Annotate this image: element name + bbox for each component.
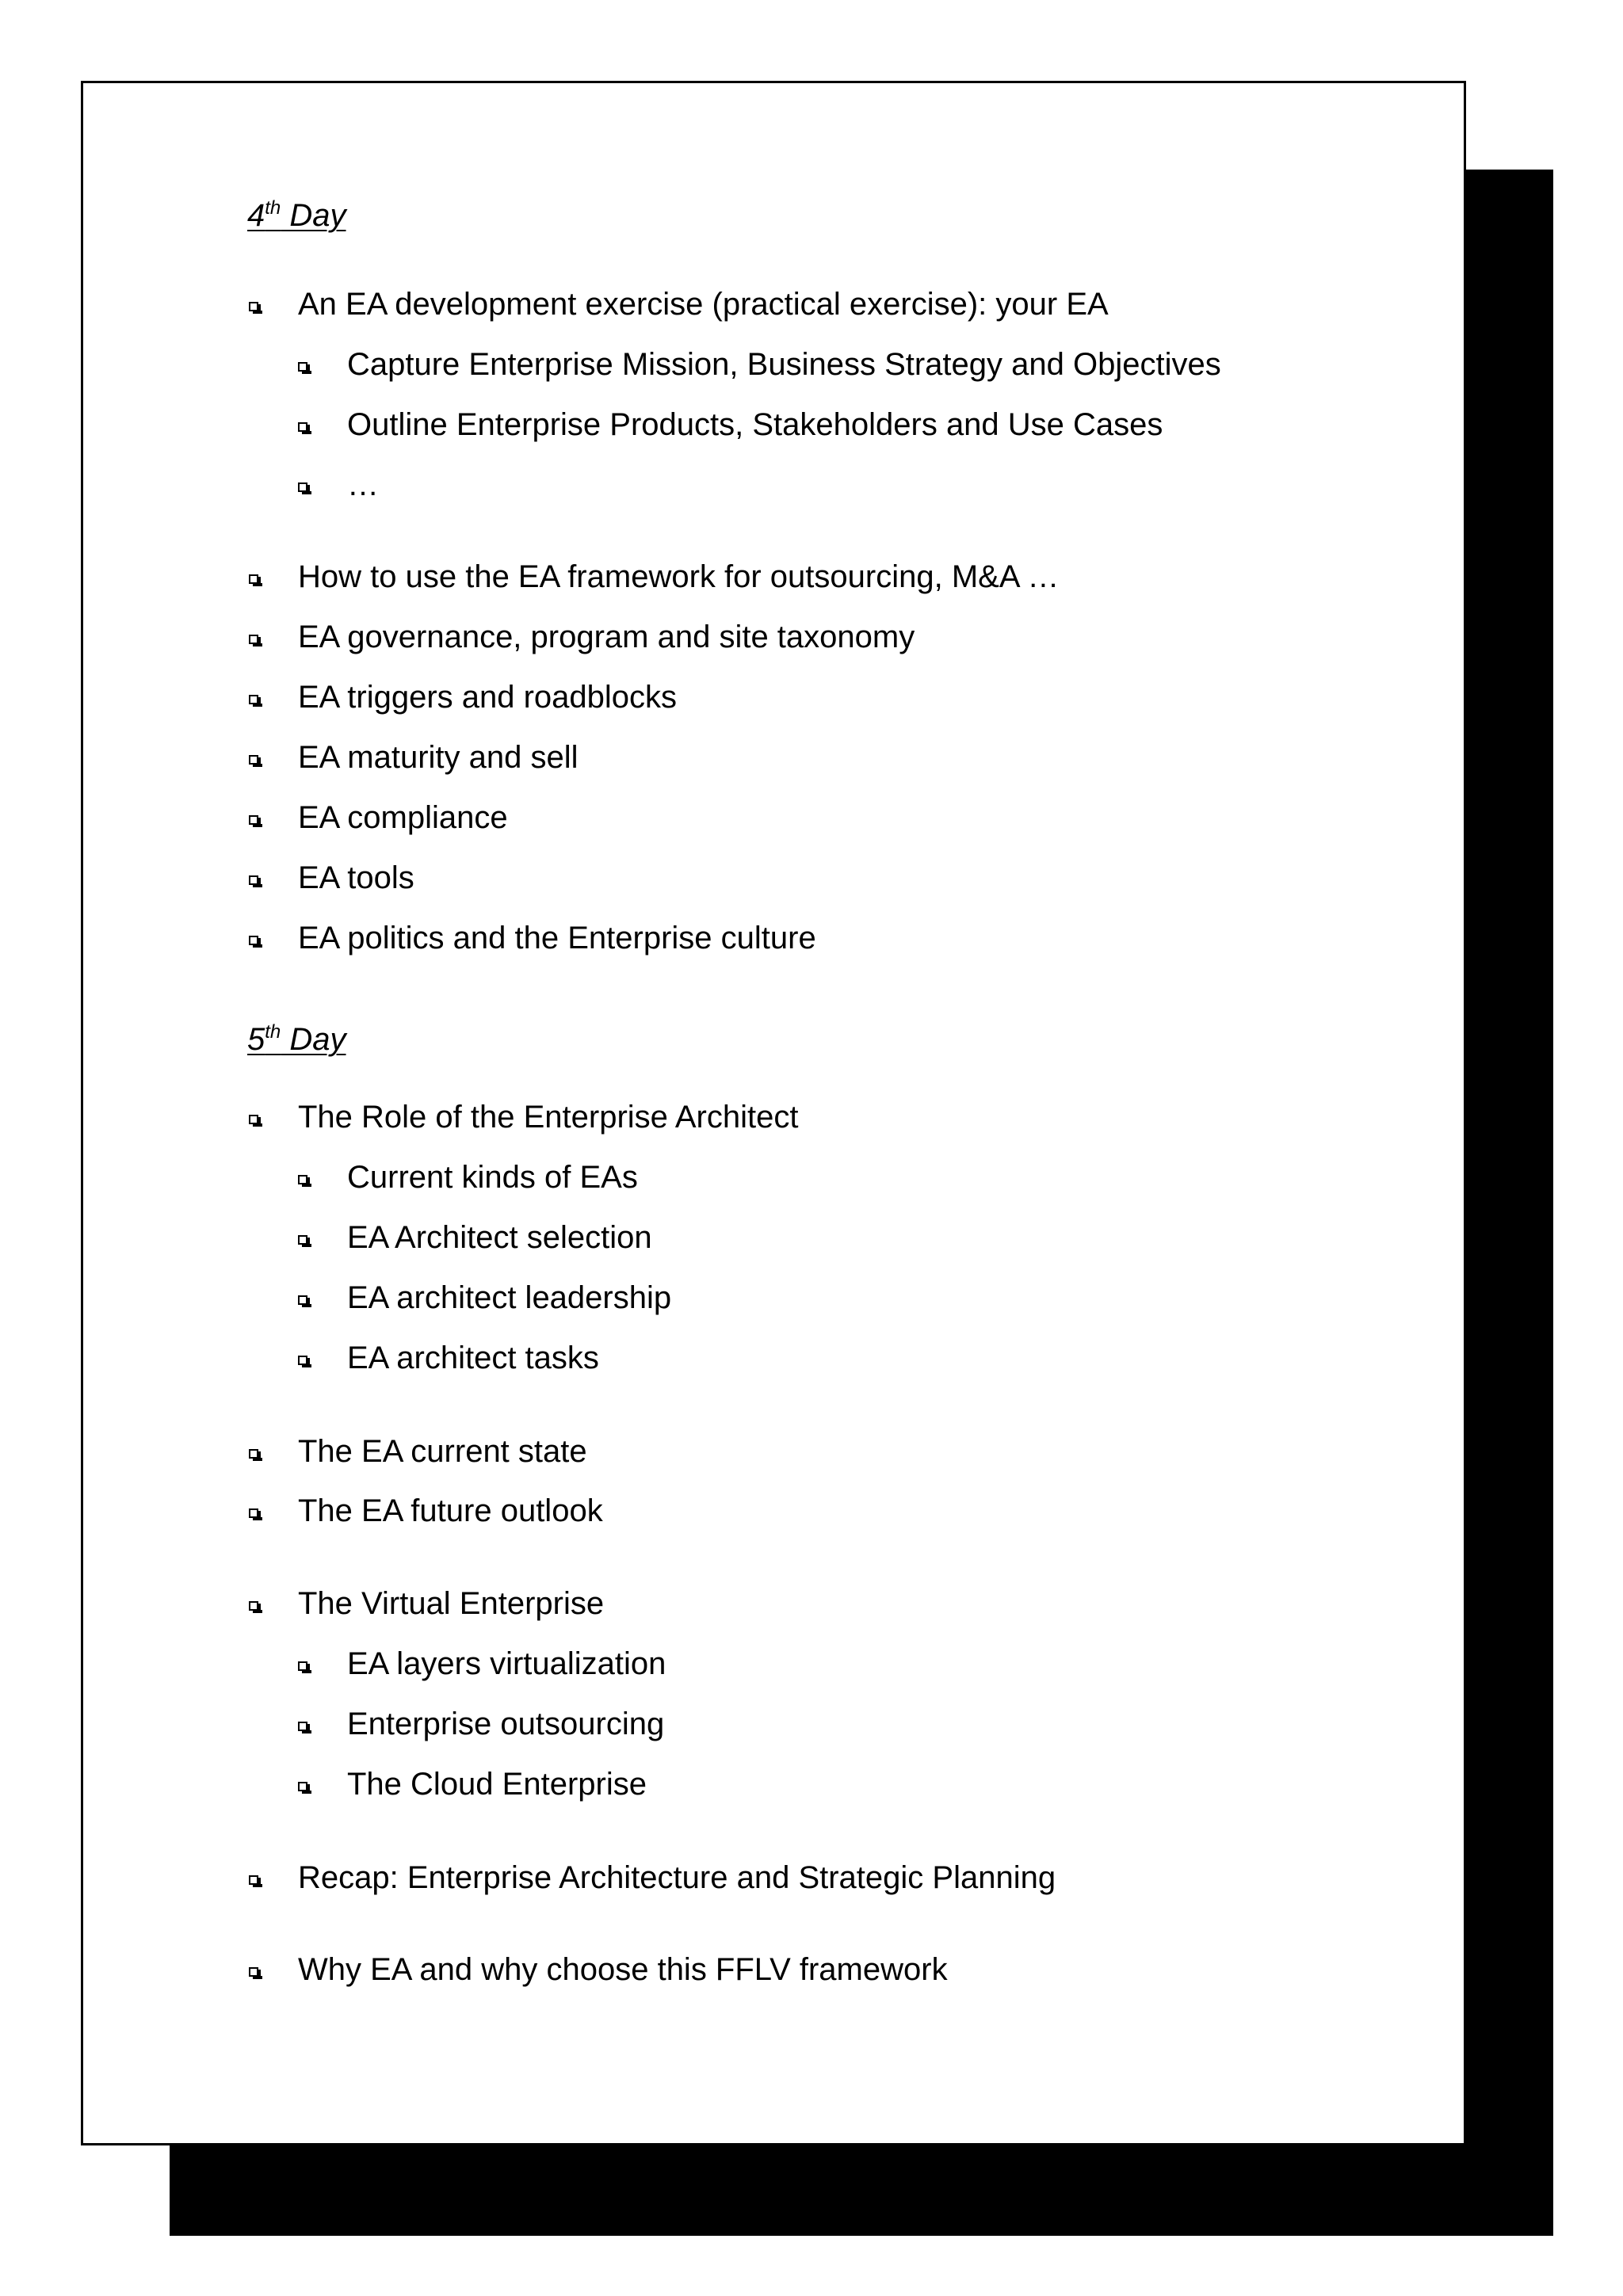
checkbox-bullet-icon <box>249 875 258 885</box>
checkbox-bullet-icon <box>298 362 307 372</box>
checkbox-bullet-icon <box>298 1782 307 1791</box>
page-content <box>83 83 1464 2143</box>
list-item-label: The Cloud Enterprise <box>347 1767 647 1802</box>
checkbox-bullet-icon <box>249 574 258 584</box>
list-item-label: EA compliance <box>298 800 508 835</box>
list-item-label: EA architect tasks <box>347 1341 599 1375</box>
day5-heading-word: Day <box>281 1022 346 1057</box>
list-item-label: Outline Enterprise Products, Stakeholders and Use Cases <box>347 407 1163 442</box>
list-item-label: The Virtual Enterprise <box>298 1586 605 1621</box>
checkbox-bullet-icon <box>249 695 258 704</box>
checkbox-bullet-icon <box>249 1875 258 1885</box>
checkbox-bullet-icon <box>298 1722 307 1731</box>
list-item-label: How to use the EA framework for outsourcing, M&A … <box>298 559 1060 594</box>
list-item-label: Why EA and why choose this FFLV framework <box>298 1952 948 1987</box>
checkbox-bullet-icon <box>298 482 307 492</box>
day4-heading-number: 4 <box>247 198 265 233</box>
document-page <box>81 81 1466 2145</box>
checkbox-bullet-icon <box>298 1356 307 1365</box>
list-item-label: Capture Enterprise Mission, Business Strategy and Objectives <box>347 347 1221 382</box>
list-item-label: … <box>347 467 379 502</box>
checkbox-bullet-icon <box>249 1115 258 1124</box>
list-item-label: EA politics and the Enterprise culture <box>298 921 816 955</box>
list-item-label: EA triggers and roadblocks <box>298 680 678 715</box>
list-item-label: EA Architect selection <box>347 1220 652 1255</box>
list-item-label: EA maturity and sell <box>298 740 579 775</box>
checkbox-bullet-icon <box>249 302 258 311</box>
checkbox-bullet-icon <box>249 635 258 644</box>
list-item-label: EA tools <box>298 860 414 895</box>
checkbox-bullet-icon <box>249 1449 258 1459</box>
day4-heading-word: Day <box>281 198 346 233</box>
checkbox-bullet-icon <box>249 1601 258 1611</box>
day4-heading-suffix: th <box>265 197 281 219</box>
list-item-label: The EA future outlook <box>298 1493 603 1528</box>
list-item-label: The Role of the Enterprise Architect <box>298 1100 799 1135</box>
list-item-label: Current kinds of EAs <box>347 1160 638 1195</box>
checkbox-bullet-icon <box>298 422 307 432</box>
checkbox-bullet-icon <box>249 755 258 765</box>
checkbox-bullet-icon <box>249 1967 258 1977</box>
checkbox-bullet-icon <box>298 1235 307 1245</box>
checkbox-bullet-icon <box>249 936 258 945</box>
day5-heading-suffix: th <box>265 1021 281 1043</box>
list-item-label: Recap: Enterprise Architecture and Strategic Planning <box>298 1860 1056 1895</box>
checkbox-bullet-icon <box>249 815 258 825</box>
list-item-label: The EA current state <box>298 1434 587 1469</box>
list-item-label: Enterprise outsourcing <box>347 1707 665 1741</box>
list-item-label: EA architect leadership <box>347 1280 672 1315</box>
list-item-label: An EA development exercise (practical exercise): your EA <box>298 287 1109 322</box>
day5-heading-number: 5 <box>247 1022 265 1057</box>
checkbox-bullet-icon <box>298 1175 307 1184</box>
day5-heading <box>247 1020 346 1063</box>
checkbox-bullet-icon <box>298 1661 307 1671</box>
checkbox-bullet-icon <box>249 1508 258 1518</box>
checkbox-bullet-icon <box>298 1295 307 1305</box>
list-item-label: EA layers virtualization <box>347 1646 666 1681</box>
day4-heading <box>247 196 346 239</box>
list-item-label: EA governance, program and site taxonomy <box>298 620 915 654</box>
